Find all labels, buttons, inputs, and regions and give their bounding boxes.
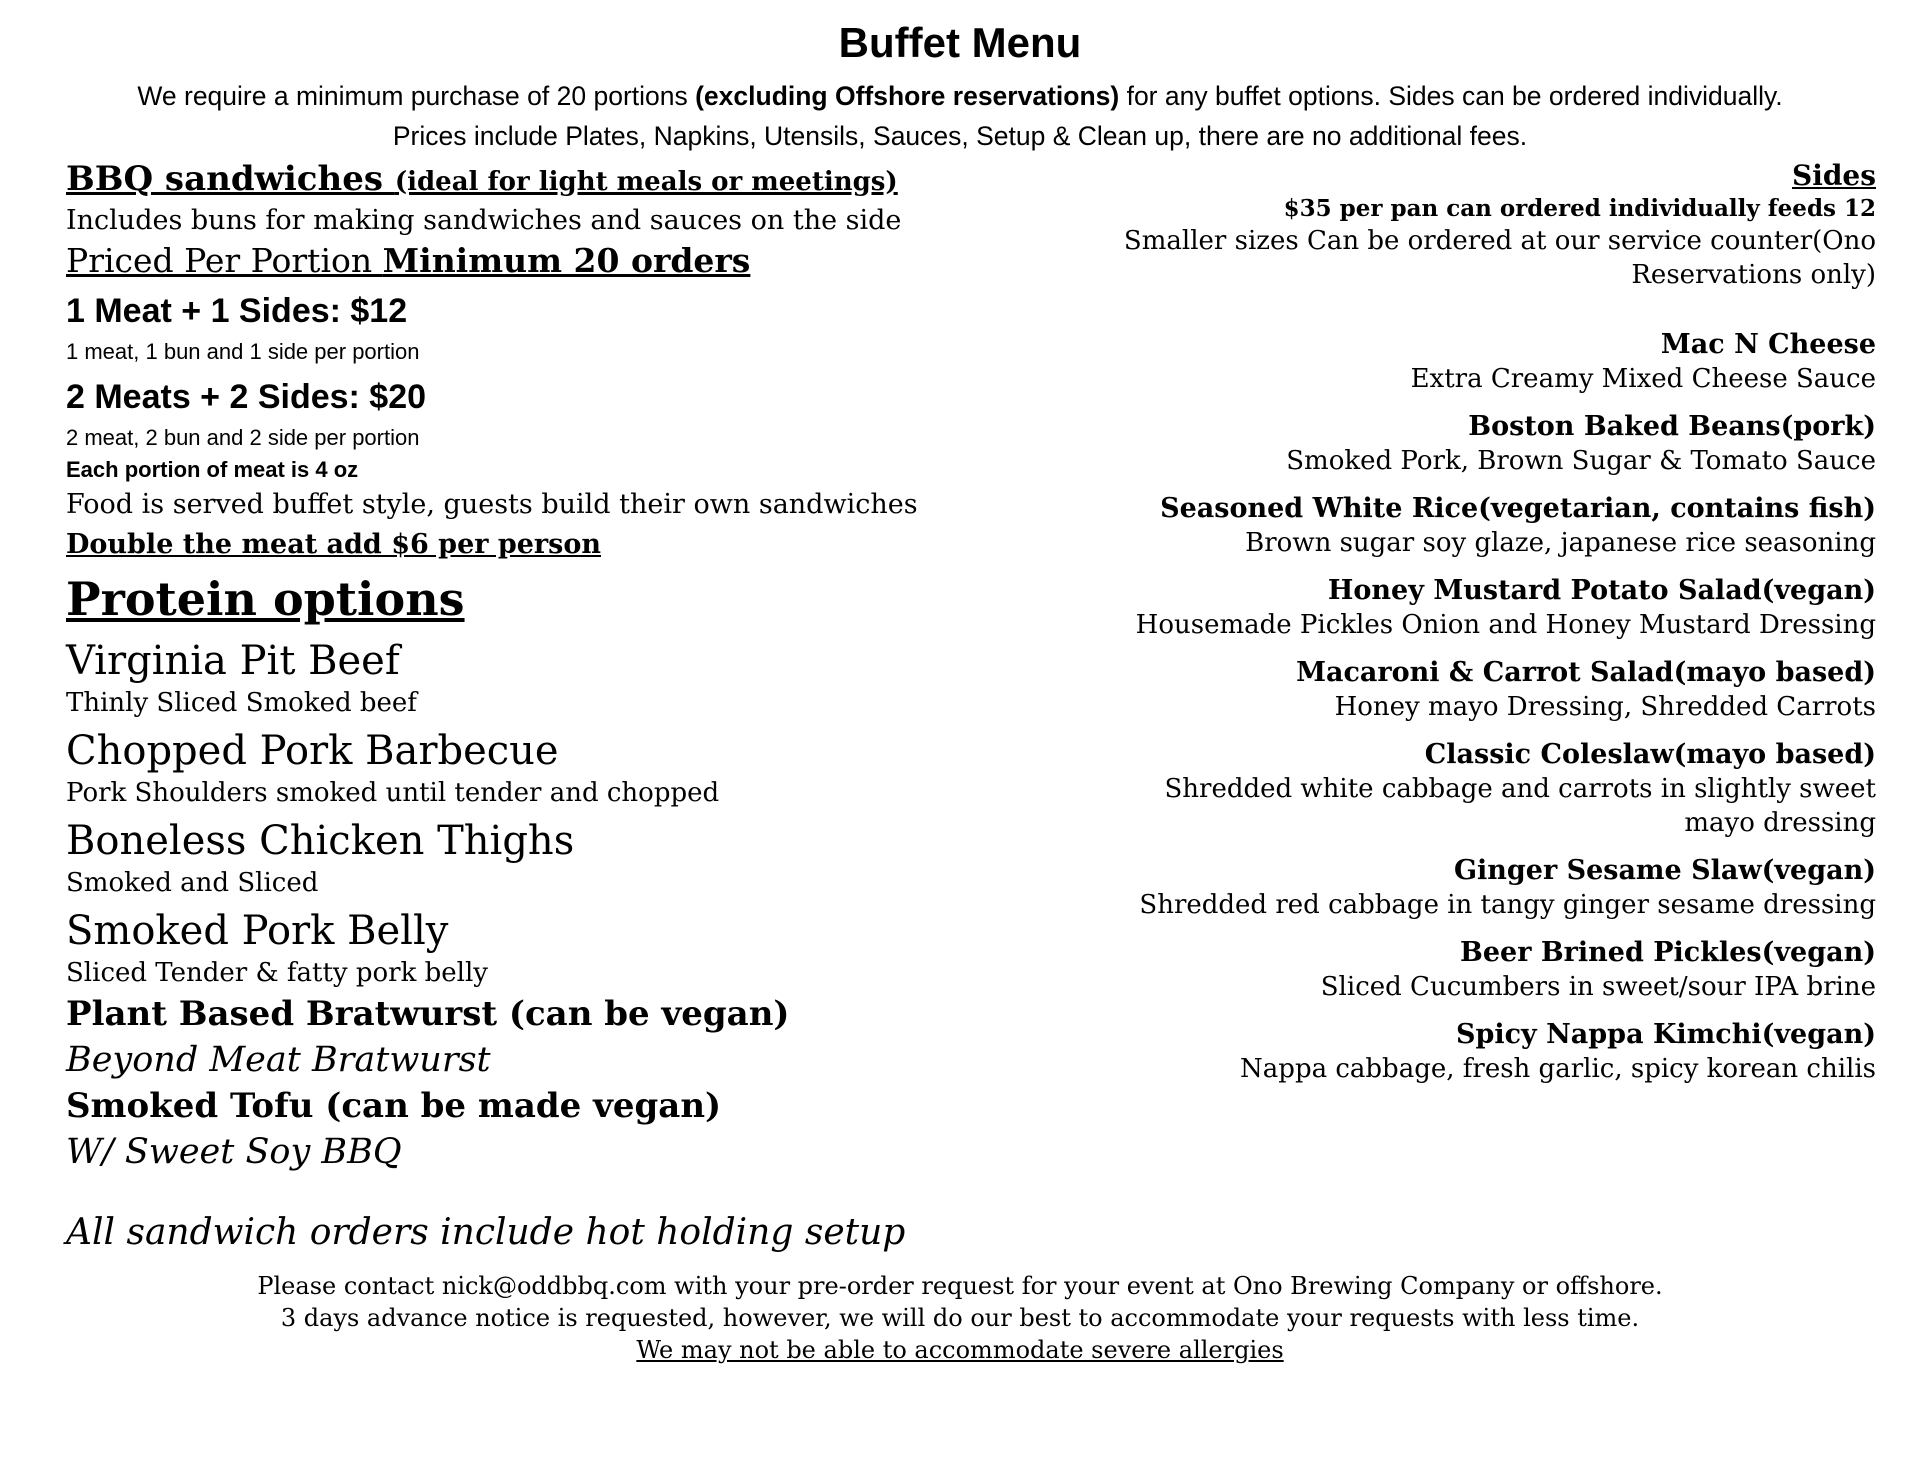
side-item-desc: Honey mayo Dressing, Shredded Carrots (1334, 692, 1876, 722)
double-meat-note: Double the meat add $6 per person (66, 529, 601, 560)
bbq-heading-text: BBQ sandwiches (66, 159, 395, 199)
plan-1-desc: 1 meat, 1 bun and 1 side per portion (66, 339, 420, 364)
side-item (956, 854, 1876, 922)
side-item-desc: Housemade Pickles Onion and Honey Mustard Dressing (1135, 610, 1876, 640)
plan-1-title: 1 Meat + 1 Sides: $12 (66, 292, 408, 330)
side-item-desc: Shredded white cabbage and carrots in slightly sweet mayo dressing (1164, 774, 1876, 838)
plan-2-title: 2 Meats + 2 Sides: $20 (66, 378, 427, 416)
protein-item-desc: Smoked and Sliced (66, 868, 319, 898)
priced-per-portion: Priced Per Portion (66, 241, 383, 280)
bbq-column (66, 158, 1026, 1257)
protein-item-name: Chopped Pork Barbecue (66, 728, 559, 774)
bbq-includes: Includes buns for making sandwiches and sauces on the side (66, 205, 902, 236)
contact-line: Please contact nick@oddbbq.com with your pre-order request for your event at Ono Brewing Company or offshore. (257, 1272, 1663, 1300)
side-item-name: Seasoned White Rice(vegetarian, contains fish) (1160, 493, 1876, 524)
minimum-orders: Minimum 20 orders (382, 241, 751, 280)
portion-note: Each portion of meat is 4 oz (66, 457, 359, 482)
side-item-name: Mac N Cheese (1660, 329, 1876, 360)
intro-part-2: for any buffet options. Sides can be ordered individually. Prices include Plates, Napkins, Utensils, Sauces, Setup & Clean up, there are no additional fees. (392, 81, 1783, 151)
side-item-name: Boston Baked Beans(pork) (1468, 411, 1876, 442)
side-item-name: Ginger Sesame Slaw(vegan) (1453, 855, 1876, 886)
bbq-priced (66, 239, 1026, 283)
protein-item-name: Smoked Pork Belly (66, 908, 449, 954)
intro-part-1: We require a minimum purchase of 20 portions (137, 81, 696, 111)
protein-item-desc: Thinly Sliced Smoked beef (66, 688, 417, 718)
sides-heading: Sides (1791, 159, 1876, 192)
side-item-desc: Shredded red cabbage in tangy ginger sesame dressing (1139, 890, 1876, 920)
bbq-heading (66, 158, 1026, 203)
side-item-name: Beer Brined Pickles(vegan) (1460, 937, 1876, 968)
side-item-desc: Smoked Pork, Brown Sugar & Tomato Sauce (1286, 446, 1876, 476)
intro-bold: (excluding Offshore reservations) (695, 81, 1120, 111)
protein-item-desc: Pork Shoulders smoked until tender and chopped (66, 778, 720, 808)
plant-based-name: Plant Based Bratwurst (can be vegan) (66, 994, 790, 1034)
side-item-desc: Brown sugar soy glaze, japanese rice seasoning (1245, 528, 1876, 558)
side-item (956, 936, 1876, 1004)
side-item-name: Spicy Nappa Kimchi(vegan) (1455, 1019, 1876, 1050)
tofu-desc: W/ Sweet Soy BBQ (66, 1132, 402, 1172)
side-item (956, 574, 1876, 642)
side-item-name: Honey Mustard Potato Salad(vegan) (1327, 575, 1876, 606)
bbq-subheading: (ideal for light meals or meetings) (394, 167, 898, 197)
footer (0, 1270, 1920, 1366)
side-item (956, 1018, 1876, 1086)
allergy-line: We may not be able to accommodate severe allergies (636, 1336, 1284, 1364)
plan-2-desc: 2 meat, 2 bun and 2 side per portion (66, 425, 420, 450)
protein-item-name: Boneless Chicken Thighs (66, 818, 575, 864)
hot-holding-note: All sandwich orders include hot holding setup (66, 1212, 906, 1253)
protein-item-desc: Sliced Tender & fatty pork belly (66, 958, 488, 988)
side-item (956, 738, 1876, 840)
protein-heading: Protein options (66, 572, 465, 626)
side-item-desc: Nappa cabbage, fresh garlic, spicy korean chilis (1240, 1054, 1876, 1084)
sides-column (956, 158, 1876, 1100)
plant-based-desc: Beyond Meat Bratwurst (66, 1040, 491, 1080)
side-item-desc: Extra Creamy Mixed Cheese Sauce (1410, 364, 1876, 394)
page-title: Buffet Menu (838, 19, 1082, 66)
side-item-name: Macaroni & Carrot Salad(mayo based) (1296, 657, 1876, 688)
intro-text (120, 76, 1800, 156)
sides-smaller-note: Smaller sizes Can be ordered at our service counter(Ono Reservations only) (1123, 226, 1876, 290)
served-note: Food is served buffet style, guests build their own sandwiches (66, 489, 918, 520)
side-item (956, 492, 1876, 560)
side-item (956, 656, 1876, 724)
side-items-list (956, 328, 1876, 1086)
side-item-name: Classic Coleslaw(mayo based) (1424, 739, 1876, 770)
protein-item-name: Virginia Pit Beef (66, 638, 400, 684)
sides-price-line: $35 per pan can ordered individually feeds 12 (1283, 195, 1876, 222)
notice-line: 3 days advance notice is requested, however, we will do our best to accommodate your requests with less time. (280, 1304, 1640, 1332)
tofu-name: Smoked Tofu (can be made vegan) (66, 1086, 722, 1126)
side-item-desc: Sliced Cucumbers in sweet/sour IPA brine (1320, 972, 1876, 1002)
side-item (956, 410, 1876, 478)
side-item (956, 328, 1876, 396)
